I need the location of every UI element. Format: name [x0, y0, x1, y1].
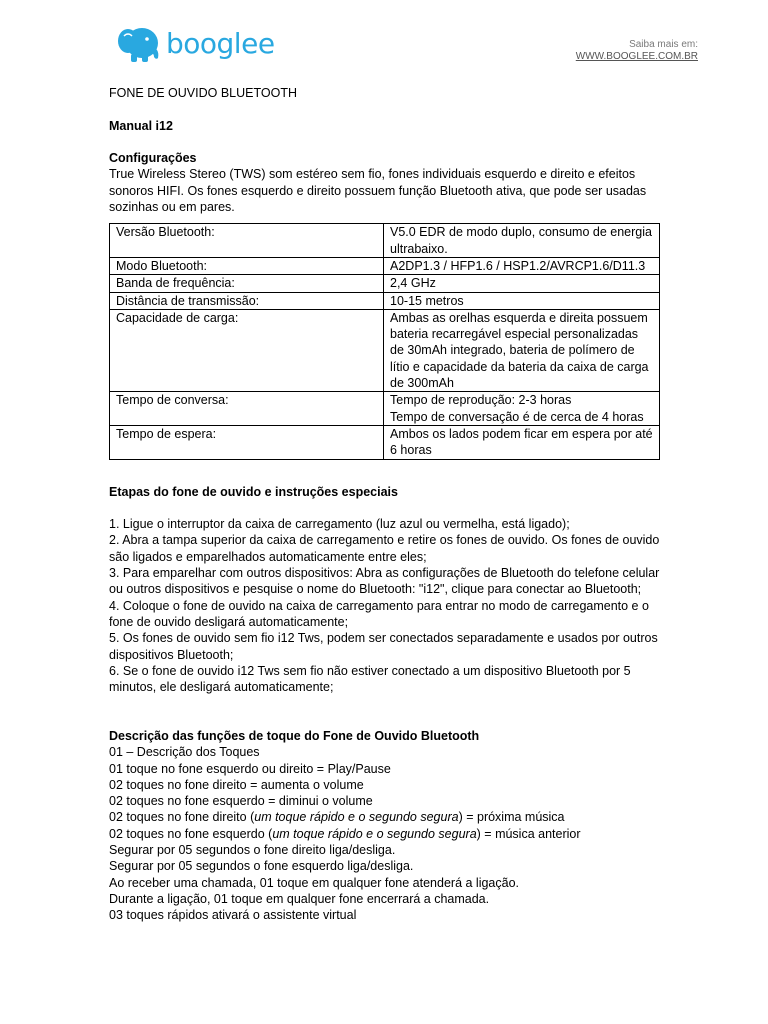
- steps-list: [109, 516, 661, 695]
- step-item: 6. Se o fone de ouvido i12 Tws sem fio não estiver conectado a um dispositivo Bluetooth por 5 minutos, ele desligará automaticamente;: [109, 663, 631, 695]
- spec-label: Tempo de conversa:: [110, 392, 384, 426]
- spec-row: [110, 292, 660, 309]
- touch-item: 02 toques no fone direito = aumenta o volume: [109, 777, 364, 792]
- step-item: 4. Coloque o fone de ouvido na caixa de carregamento para entrar no modo de carregamento e o fone de ouvido desligará automaticamente;: [109, 598, 649, 629]
- spec-label: Modo Bluetooth:: [110, 257, 384, 274]
- spec-value: V5.0 EDR de modo duplo, consumo de energia ultrabaixo.: [384, 224, 660, 258]
- spec-label: Distância de transmissão:: [110, 292, 384, 309]
- touch-item: Ao receber uma chamada, 01 toque em qualquer fone atenderá a ligação.: [109, 875, 519, 890]
- elephant-icon: [116, 24, 162, 64]
- spec-label: Capacidade de carga:: [110, 309, 384, 391]
- document-body: [109, 85, 661, 924]
- touch-tail-list: [109, 842, 661, 923]
- spec-row: [110, 425, 660, 459]
- touch-subheading: 01 – Descrição dos Toques: [109, 745, 260, 760]
- booglee-logo[interactable]: [116, 24, 275, 64]
- config-heading: Configurações: [109, 151, 197, 166]
- spec-value: Ambos os lados podem ficar em espera por até 6 horas: [384, 425, 660, 459]
- spec-label: Versão Bluetooth:: [110, 224, 384, 258]
- step-item: 5. Os fones de ouvido sem fio i12 Tws, podem ser conectados separadamente e usados por outros dispositivos Bluetooth;: [109, 631, 658, 662]
- spec-row: [110, 257, 660, 274]
- manual-heading: Manual i12: [109, 118, 173, 133]
- touch-heading: Descrição das funções de toque do Fone de Ouvido Bluetooth: [109, 728, 480, 743]
- spec-value: 10-15 metros: [384, 292, 660, 309]
- touch-item: 02 toques no fone esquerdo = diminui o volume: [109, 794, 373, 809]
- spec-value: Tempo de reprodução: 2-3 horas Tempo de conversação é de cerca de 4 horas: [384, 392, 660, 426]
- logo-text: booglee: [166, 27, 275, 60]
- step-item: 1. Ligue o interruptor da caixa de carregamento (luz azul ou vermelha, está ligado);: [109, 517, 570, 532]
- spec-row: [110, 309, 660, 391]
- spec-value: A2DP1.3 / HFP1.6 / HSP1.2/AVRCP1.6/D11.3: [384, 257, 660, 274]
- site-link[interactable]: WWW.BOOGLEE.COM.BR: [575, 51, 698, 62]
- spec-row: [110, 275, 660, 292]
- touch-item: Segurar por 05 segundos o fone esquerdo liga/desliga.: [109, 859, 414, 874]
- touch-prev-line: 02 toques no fone esquerdo (um toque rápido e o segundo segura) = música anterior: [109, 826, 581, 841]
- spec-value: 2,4 GHz: [384, 275, 660, 292]
- spec-row: [110, 224, 660, 258]
- touch-item: 03 toques rápidos ativará o assistente virtual: [109, 908, 357, 923]
- steps-heading: Etapas do fone de ouvido e instruções especiais: [109, 484, 398, 499]
- touch-list: [109, 761, 661, 810]
- spec-label: Banda de frequência:: [110, 275, 384, 292]
- doc-title: FONE DE OUVIDO BLUETOOTH: [109, 86, 297, 100]
- config-text: True Wireless Stereo (TWS) som estéreo sem fio, fones individuais esquerdo e direito e efeitos sonoros HIFI. Os fones esquerdo e direito possuem função Bluetooth ativa, que pode ser usadas sozinhas ou em pares.: [109, 167, 647, 215]
- touch-item: Durante a ligação, 01 toque em qualquer fone encerrará a chamada.: [109, 891, 490, 906]
- step-item: 3. Para emparelhar com outros dispositivos: Abra as configurações de Bluetooth do telefone celular ou outros dispositivos e pesquise o nome do Bluetooth: "i12", clique para conectar ao Bluetooth;: [109, 566, 660, 597]
- spec-value: Ambas as orelhas esquerda e direita possuem bateria recarregável especial personalizadas de 30mAh integrado, bateria de polímero de lítio e capacidade da bateria da caixa de carga de 300mAh: [384, 309, 660, 391]
- touch-next-line: 02 toques no fone direito (um toque rápido e o segundo segura) = próxima música: [109, 810, 565, 825]
- touch-item: 01 toque no fone esquerdo ou direito = Play/Pause: [109, 761, 391, 776]
- spec-label: Tempo de espera:: [110, 425, 384, 459]
- site-info: [576, 39, 698, 63]
- touch-item: Segurar por 05 segundos o fone direito liga/desliga.: [109, 843, 396, 858]
- specs-table: [109, 223, 660, 459]
- step-item: 2. Abra a tampa superior da caixa de carregamento e retire os fones de ouvido. Os fones de ouvido são ligados e emparelhados automaticamente entre eles;: [109, 533, 660, 564]
- saiba-label: Saiba mais em:: [629, 39, 698, 50]
- spec-row: [110, 392, 660, 426]
